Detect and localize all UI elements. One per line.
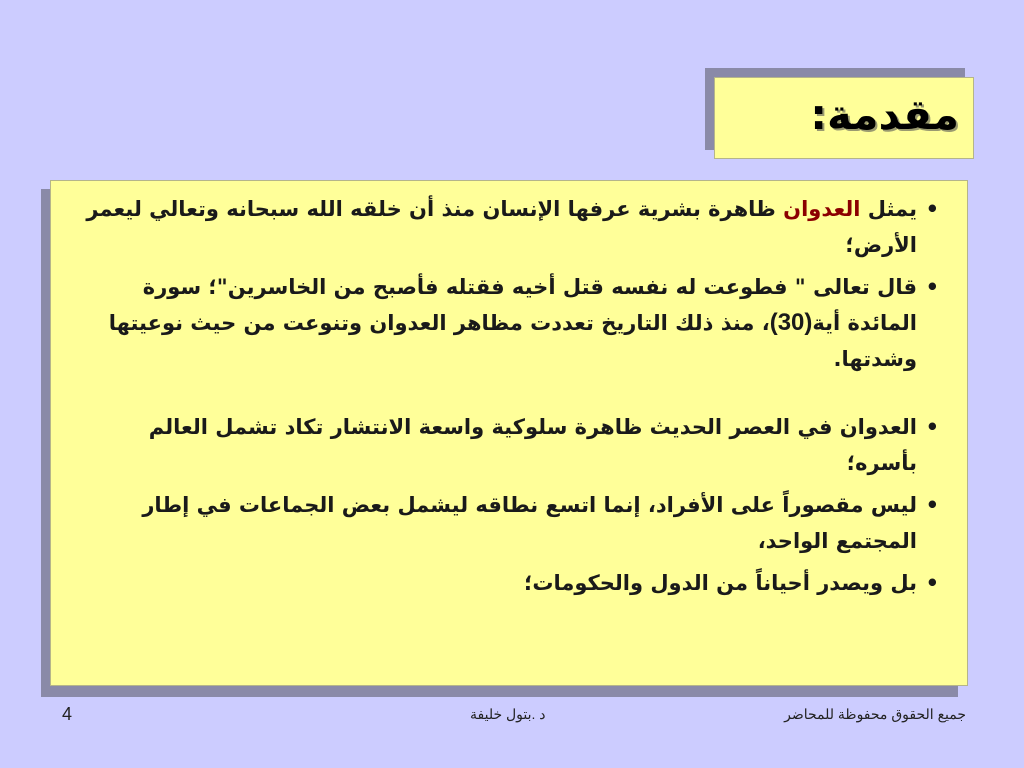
bullet-2-text2: ، منذ ذلك التاريخ تعددت مظاهر العدوان وتنوعت من حيث نوعيتها وشدتها.	[108, 311, 917, 371]
footer-rights: جميع الحقوق محفوظة للمحاضر	[784, 706, 966, 722]
bullet-item-5: • بل ويصدر أحياناً من الدول والحكومات؛	[79, 565, 939, 601]
bullet-list	[79, 191, 939, 607]
bullet-item-3: • العدوان في العصر الحديث ظاهرة سلوكية واسعة الانتشار تكاد تشمل العالم بأسره؛	[79, 409, 939, 481]
content-box	[50, 180, 968, 686]
title-box	[714, 77, 974, 159]
verse-number: (30)	[769, 309, 813, 336]
footer-author: د .بتول خليفة	[470, 706, 546, 722]
bullet-item-1	[79, 191, 939, 263]
page-number: 4	[62, 704, 73, 724]
bullet-1-post: ظاهرة بشرية عرفها الإنسان منذ أن خلقه الله سبحانه وتعالي ليعمر الأرض؛	[86, 197, 917, 257]
bullet-item-4: • ليس مقصوراً على الأفراد، إنما اتسع نطاقه ليشمل بعض الجماعات في إطار المجتمع الواحد،	[79, 487, 939, 559]
highlighted-term: العدوان	[783, 197, 861, 221]
bullet-item-2	[79, 269, 939, 377]
slide-title: مقدمة:	[810, 90, 959, 139]
bullet-1-pre: يمثل	[860, 197, 917, 221]
bullet-2-text: قال تعالى " فطوعت له نفسه قتل أخيه فقتله فأصبح من الخاسرين"؛ سورة المائدة أية	[142, 275, 917, 335]
